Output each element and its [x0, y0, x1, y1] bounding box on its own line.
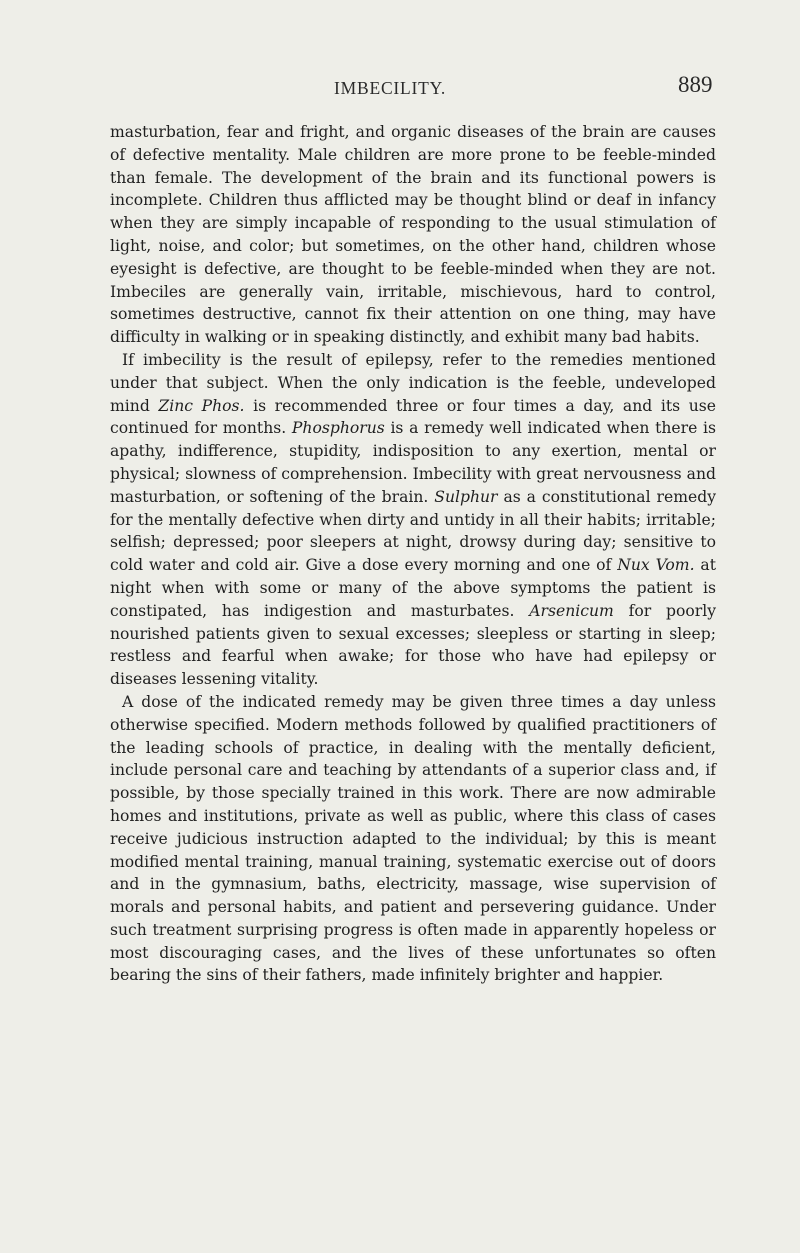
page-number: 889 [678, 72, 713, 97]
text-run: is a remedy well indicated when there is apathy, indifference, stupidity, indisposition to any exertion, mental or physical; slowness of comprehension. Imbecility with great nervousness and masturbation, or softening of the brain. [110, 419, 716, 506]
page-header [0, 72, 800, 108]
text-run: A dose of the indicated remedy may be given three times a day unless otherwise specified. Modern methods followed by qualified practitioners of the leading schools of practice, in dealing with the mentally deficient, include personal care and teaching by attendants of a superior class and, if possible, by those specially trained in this work. There are now admirable homes and institutions, private as well as public, where this class of cases receive judicious instruction adapted to the individual; by this is meant modified mental training, manual training, systematic exercise out of doors and in the gymnasium, baths, electricity, massage, wise supervision of morals and personal habits, and patient and persevering guidance. Under such treatment surprising progress is often made in apparently hopeless or most discouraging cases, and the lives of these unfortunates so often bearing the sins of their fathers, made infinitely brighter and happier. [110, 692, 716, 985]
text-run: for poorly nourished patients given to sexual excesses; sleepless or starting in sleep; restless and fearful when awake; for those who have had epilepsy or diseases lessening vitality. [110, 601, 717, 689]
remedy-name: Zinc Phos. [158, 396, 245, 415]
text-run: is recommended three or four times a day, and its use continued for months. [110, 396, 716, 438]
text-run: If imbecility is the result of epilepsy, refer to the remedies mentioned under that subject. When the only indication is the feeble, undeveloped mind [110, 350, 716, 415]
remedy-name: Arsenicum [529, 601, 614, 620]
paragraph [110, 349, 716, 691]
remedy-name: Phosphorus [291, 419, 385, 438]
text-run: masturbation, fear and fright, and organic diseases of the brain are causes of defective mentality. Male children are more prone to be feeble-minded than female. The development of the brain and its functional powers is incomplete. Children thus afflicted may be thought blind or deaf in infancy when they are simply incapable of responding to the usual stimulation of light, noise, and color; but sometimes, on the other hand, children whose eyesight is defective, are thought to be feeble-minded when they are not. Imbeciles are generally vain, irritable, mischievous, hard to control, sometimes destructive, cannot fix their attention on one thing, may have difficulty in walking or in speaking distinctly, and exhibit many bad habits. [110, 123, 716, 347]
remedy-name: Nux Vom. [617, 556, 695, 575]
remedy-name: Sulphur [434, 487, 498, 506]
body-text [110, 121, 716, 987]
text-run: as a constitutional remedy for the mentally defective when dirty and untidy in all their habits; irritable; selfish; depressed; poor sleepers at night, drowsy during day; sensitive to cold water and cold air. Give a dose every morning and one of [110, 487, 716, 575]
running-title: IMBECILITY. [334, 78, 447, 98]
paragraph [110, 121, 716, 349]
text-run: at night when with some or many of the above symptoms the patient is constipated, has indigestion and masturbates. [110, 556, 716, 620]
paragraph [110, 691, 716, 987]
